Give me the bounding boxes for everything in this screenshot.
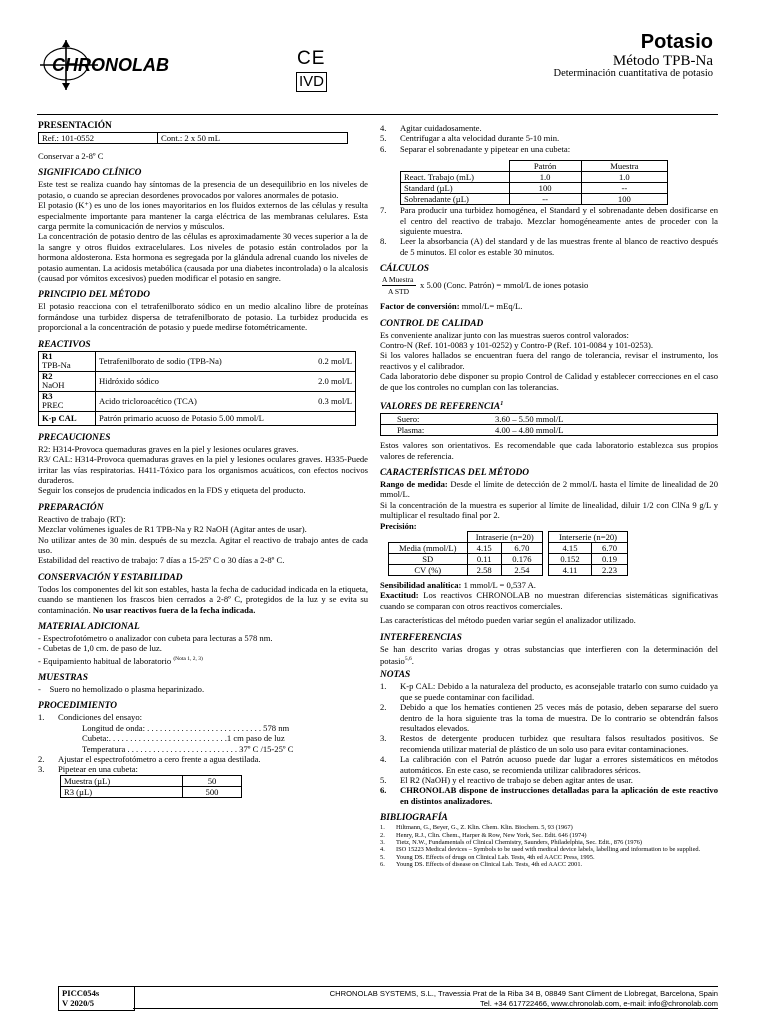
cell: 4.11 [549, 565, 592, 576]
control-heading: CONTROL DE CALIDAD [380, 318, 484, 329]
cell: 2.23 [591, 565, 627, 576]
right-column: 4. Agitar cuidadosamente. 5. Centrifugar a alta velocidad durante 5-10 min. 6. Separar el sobrenadante y pipetear en una cubeta: Patrón Muestra React. Trabajo (mL) 1.0 1.0 Standard (µL) 100 -- Sobrenadante (µL) -- 100 7. Para producir una turbidez homogénea, el Standard y el sobrenadante deben dosificarse en el centro del reactivo de trabajo. Mezclar homogéneamente antes de proceder con la siguiente muestra. 8. Leer la absorbancia (A) del standard y de las muestras frente al blanco de reactivo después de 5 minutos. El color es estable 30 minutos. CÁLCULOS A Muestra A STD x 5.00 (Conc. Patrón) = mmol/L de iones potasio Factor de conversión: mmol/L= mEq/L. CONTROL DE CALIDAD Es conveniente analizar junto con las muestras sueros control valorados: Contro-N (Ref. 101-0083 y 101-0252) y Contro-P (Ref. 101-0084 y 101-0253). Si los valores hallados se encuentran fuera del rango de tolerancia, revisar el instrumento, los reactivos y el calibrador. Cada laboratorio debe disponer su propio Control de Calidad y establecer correcciones en el caso de que los controles no cumplan con las tolerancias. VALORES DE REFERENCIA$^1$ Suero: 3.60 – 5.50 mmol/L Plasma: 4.00 – 4.80 mmol/L Estos valores son orientativos. Es recomendable que cada laboratorio establezca sus propios valores de referencia. CARACTERÍSTICAS DEL MÉTODO Rango de medida: Desde el límite de detección de 2 mmol/L hasta el límite de linealidad de 20 mmol/L. Si la concentración de la muestra es superior al límite de linealidad, diluir 1/2 con ClNa 9 g/L y multiplicar el resultado final por 2. Precisión: Intraserie (n=20) Media (mmol/L) 4.15 6.70 SD 0.11 0.176 CV (%) 2.58 2.54 Interserie (n=20) 4.15 6.70 0.152 0.19 4.11 2.23 Sensibilidad analítica: 1 mmol/L = 0,537 A. Exactitud: Los reactivos CHRONOLAB no muestran diferencias sistemáticas significativas cuando se comparan con otros reactivos comerciales. Las características del método pueden variar según el analizador utilizado. INTERFERENCIAS Se han descrito varias drogas y otras substancias que interfieren con la determinación del potasio$^{5,6}$. NOTAS 1. K-p CAL: Debido a la naturaleza del producto, es aconsejable tratarlo con sumo cuidado ya que se puede contaminar con facilidad. 2. Debido a que los hematíes contienen 25 veces más de potasio, deben separarse del suero dentro de la hora siguiente tras la toma de muestra. De lo contrario se obtendrán falsos resultados elevados. 3. Restos de detergente producen turbidez que resultara falsos resultados positivos. Se recomienda utilizar material de plástico de un solo uso para evitar contaminaciones. 4. La calibración con el Patrón acuoso puede dar lugar a errores sistemáticos en métodos automáticos. En este caso, se recomienda utilizar calibradores séricos. 5. El R2 (NaOH) y el reactivo de trabajo se deben agitar antes de usar. 6. CHRONOLAB dispone de instrucciones detalladas para la aplicación de este reactivo en distintos analizadores. BIBLIOGRAFÍA 1. Hiltmann, G., Beyer, G., Z. Klin. Chem. Klin. Biochem. 5, 93 (1967) 2. Henry, R.J., Clin. Chem., Harper & Row, New York, Sec. Edit. 646 (1974) 3. Tietz, N.W., Fundamentals of Clinical Chemistry, Saunders, Philadelphia, Sec. Edit., 876 (1976) 4. ISO 15223 Medical devices – Symbols to be used with medical device labels, labelling and information to be supplied. 5. Young DS. Effects of drugs on Clinical Lab. Tests, 4th ed AACC Press, 1995. 6. Young DS. Effects of disease on Clinical Lab. Tests, 4th ed AACC 2001. [380, 123, 718, 869]
conservacion-text: Todos los componentes del kit son estables, hasta la fecha de caducidad indicada en la etiqueta, cuando se mantienen los frascos bien cerrados a 2-8º C, protegidos de la luz y se evita su contaminación. [38, 583, 368, 615]
formula-numerator: A Muestra [382, 275, 414, 285]
row-label: React. Trabajo (mL) [401, 172, 510, 183]
reactivo-desc: Hidróxido sódico [96, 371, 302, 391]
doc-code-box [58, 986, 135, 1011]
principio-text: El potasio reacciona con el tetrafenilborato sódico en un medio alcalino libre de proteínas formándose una turbidez dispersa de tetrafenilborato de potasio. La turbidez producida es proporcional a la concentración de potasio y puede medirse fotométricamente. [38, 301, 368, 333]
cont-cell: Cont.: 2 x 50 mL [158, 133, 348, 144]
nota-item: 5. El R2 (NaOH) y el reactivo de trabajo se deben agitar antes de usar. [380, 775, 633, 786]
bib-item: 6. Young DS. Effects of disease on Clinical Lab. Tests, 4th ed AACC 2001. [380, 861, 583, 869]
row-label: Standard (µL) [401, 183, 510, 194]
bibliografia-heading: BIBLIOGRAFÍA [380, 813, 448, 824]
rango-label: Rango de medida: [380, 479, 448, 490]
cell: 0.19 [591, 554, 627, 565]
bibliografia-list [380, 824, 718, 868]
referencia-heading: VALORES DE REFERENCIA [380, 402, 501, 413]
ref-value: 3.60 – 5.50 mmol/L [492, 414, 718, 425]
precauciones-l1: R2: H314-Provoca quemaduras graves en la piel y lesiones oculares graves. [38, 443, 299, 454]
material-item: - Cubetas de 1,0 cm. de paso de luz. [38, 643, 162, 654]
step-item: 4. Agitar cuidadosamente. [380, 123, 482, 133]
control-l2: Contro-N (Ref. 101-0083 y 101-0252) y Contro-P (Ref. 101-0084 y 101-0253). [380, 340, 653, 351]
ivd-mark: IVD [296, 72, 327, 92]
page-footer [58, 986, 718, 1008]
material-heading: MATERIAL ADICIONAL [38, 621, 140, 632]
principio-heading: PRINCIPIO DEL MÉTODO [38, 290, 150, 301]
precision-row-label: Media (mmol/L) [389, 543, 468, 554]
procedimiento-heading: PROCEDIMIENTO [38, 701, 118, 712]
formula-text: x 5.00 (Conc. Patrón) = mmol/L de iones potasio [420, 280, 589, 291]
pip-label: Muestra (µL) [61, 775, 183, 786]
significado-p2: El potasio (K⁺) es uno de los iones mayoritarios en los fluidos externos de las células y resulta especialmente importante para mantener la carga eléctrica de las membranas celulares. Esta carga permite la comunicación de nervios y músculos. [38, 200, 368, 232]
significado-p3: La concentración de potasio dentro de las células es aproximadamente 30 veces superior a la de la sangre y otros fluidos extracelulares. Los niveles de potasio están controlados por la hormona aldosterona. Esta hormona es segregada por la glándula adrenal cuando los niveles de potasio aumentan. La acidosis metabólica (causada por una diabetes incontrolada) o la alcalosis (causad por vómitos excesivos) pueden modificar el potasio en sangre. [38, 231, 368, 284]
reactivo-desc: Patrón primario acuoso de Potasio 5.00 mmol/L [96, 411, 356, 425]
reactivo-row: R3 PREC Acido tricloroacético (TCA) 0.3 mol/L [39, 391, 356, 411]
cell: 0.11 [467, 554, 501, 565]
formula-denominator: A STD [388, 287, 410, 297]
notas-list [380, 681, 718, 806]
fraction-bar [382, 285, 416, 286]
reactivos-heading: REACTIVOS [38, 339, 91, 350]
page-subtitle: Determinación cuantitativa de potasio [553, 68, 713, 79]
logo-graphic [38, 38, 228, 93]
factor-label: Factor de conversión: [380, 301, 460, 312]
preparacion-l4: Estabilidad del reactivo de trabajo: 7 días a 15-25º C o 30 días a 2-8º C. [38, 555, 285, 566]
step-item: 3. Pipetear en una cubeta: [38, 764, 138, 775]
ref-label: Suero: [381, 414, 493, 425]
dilucion-text: Si la concentración de la muestra es superior al límite de linealidad, diluir 1/2 con ClNa 9 g/L y multiplicar el resultado final por 2. [380, 499, 718, 521]
rango-text: Desde el límite de detección de 2 mmol/L hasta el límite de linealidad de 20 mmol/L. [380, 479, 718, 500]
caracteristicas-note: Las características del método pueden variar según el analizador utilizado. [380, 615, 636, 626]
preparacion-l1: Reactivo de trabajo (RT): [38, 513, 126, 524]
nota-item: 6. CHRONOLAB dispone de instrucciones detalladas para la aplicación de este reactivo en distintos analizadores. [380, 785, 718, 806]
calculos-formula [380, 275, 718, 301]
preparacion-l2: Mezclar volúmenes iguales de R1 TPB-Na y R2 NaOH (Agitar antes de usar). [38, 524, 307, 535]
precauciones-l2: R3/ CAL: H314-Provoca quemaduras graves en la piel y lesiones oculares graves. H335-Puede irritar las vías respiratorias. H411-Tóxico para los organismos acuáticos, con efectos nocivos duraderos. [38, 454, 368, 485]
precauciones-heading: PRECAUCIONES [38, 432, 111, 443]
referencia-sup: 1 [500, 401, 504, 408]
preparacion-heading: PREPARACIÓN [38, 502, 104, 513]
factor-value: mmol/L= mEq/L. [461, 301, 523, 312]
col-header: Patrón [509, 161, 581, 172]
row-label: Sobrenadante (µL) [401, 194, 510, 205]
bib-item: 4. ISO 15223 Medical devices – Symbols to be used with medical device labels, labelling and information to be supplied. [380, 846, 701, 854]
precision-tables [388, 531, 718, 576]
cell: -- [509, 194, 581, 205]
muestras-item: Suero no hemolizado o plasma heparinizado. [49, 684, 205, 695]
footer-text [330, 989, 718, 1008]
nota-item: 1. K-p CAL: Debido a la naturaleza del producto, es aconsejable tratarlo con sumo cuidado ya que se puede contaminar con facilidad. [380, 681, 718, 702]
conservacion-heading: CONSERVACIÓN Y ESTABILIDAD [38, 572, 183, 583]
pip-label: R3 (µL) [61, 786, 183, 797]
step-item: 8. Leer la absorbancia (A) del standard y de las muestras frente al blanco de reactivo después de 5 minutos. El color es estable 30 minutos. [380, 236, 718, 257]
company-contact: Tel. +34 617722466, www.chronolab.com, e-mail: info@chronolab.com [480, 998, 718, 1008]
interferencias-heading: INTERFERENCIAS [380, 632, 462, 643]
sens-label: Sensibilidad analítica: [380, 580, 462, 591]
significado-p1: Este test se realiza cuando hay síntomas de la presencia de un desequilibrio en los niveles de potasio, o cuando se aprecian desordenes provocados por valores anormales de potasio. [38, 179, 368, 200]
reactivo-row: K-p CAL Patrón primario acuoso de Potasio 5.00 mmol/L [39, 411, 356, 425]
bib-item: 2. Henry, R.J., Clin. Chem., Harper & Row, New York, Sec. Edit. 646 (1974) [380, 831, 587, 839]
procedimiento-steps-cont [380, 123, 718, 154]
ref-value: 4.00 – 4.80 mmol/L [492, 425, 718, 436]
presentacion-heading: PRESENTACIÓN [38, 121, 112, 131]
cell: 4.15 [549, 543, 592, 554]
notas-heading: NOTAS [380, 670, 411, 681]
control-l3: Si los valores hallados se encuentran fuera del rango de tolerancia, revisar el instrumento, los reactivos y el calibrador. [380, 350, 718, 371]
control-l1: Es conveniente analizar junto con las muestras sueros control valorados: [380, 329, 629, 340]
step-item: 5. Centrifugar a alta velocidad durante 5-10 min. [380, 133, 560, 144]
nota-item: 3. Restos de detergente producen turbidez que resultara falsos resultados positivos. Se recomienda utilizar material de plástico de un solo uso para evitar contaminaciones. [380, 733, 718, 754]
precauciones-l3: Seguir los consejos de prudencia indicados en la FDS y etiqueta del producto. [38, 485, 306, 496]
interserie-table [548, 531, 628, 576]
nota-item: 2. Debido a que los hematíes contienen 25 veces más de potasio, deben separarse del suero dentro de la hora siguiente tras la toma de muestra. De lo contrario se obtendrán falsos resultados elevados. [380, 702, 718, 733]
referencia-table [380, 413, 718, 436]
muestras-heading: MUESTRAS [38, 673, 89, 684]
step-item: 7. Para producir una turbidez homogénea, el Standard y el sobrenadante deben dosificarse en el centro del reactivo de trabajo. Mezclar homogéneamente antes de proceder con la siguiente muestra. [380, 205, 718, 237]
cell: 100 [509, 183, 581, 194]
reactivo-conc: 0.2 mol/L [301, 351, 356, 371]
pip-value: 500 [183, 786, 242, 797]
cell: 2.58 [467, 565, 501, 576]
bib-item: 5. Young DS. Effects of drugs on Clinical Lab. Tests, 4th ed AACC Press, 1995. [380, 853, 595, 861]
reactivo-row: R2 NaOH Hidróxido sódico 2.0 mol/L [39, 371, 356, 391]
col-header: Muestra [581, 161, 667, 172]
page-title: Potasio [640, 31, 713, 53]
doc-version: V 2020/5 [62, 998, 95, 1008]
footer-band [133, 986, 718, 1009]
cell: 100 [581, 194, 667, 205]
control-l4: Cada laboratorio debe disponer su propio Control de Calidad y establecer correcciones en el caso de que los controles no cumplan con las tolerancias. [380, 371, 718, 392]
material-item: - Equipamiento habitual de laboratorio [38, 655, 172, 666]
material-item: - Espectrofotómetro o analizador con cubeta para lecturas a 578 nm. [38, 632, 273, 643]
step-item: 1. Condiciones del ensayo: Longitud de onda: . . . . . . . . . . . . . . . . . . . . . . . . . . . 578 nm Cubeta:. . . . . . . . . . . . . . . . . . . . . . . . . . . .1 cm paso de luz Temperatura . . . . . . . . . . . . . . . . . . . . . . . . . . 37º C /15-25º C [38, 712, 368, 754]
reactivo-desc: Acido tricloroacético (TCA) [96, 391, 302, 411]
chronolab-logo [38, 38, 228, 93]
exact-label: Exactitud: [380, 590, 419, 601]
step-item: 2. Ajustar el espectrofotómetro a cero frente a agua destilada. [38, 754, 261, 765]
cell: 1.0 [509, 172, 581, 183]
reactivo-row: R1 TPB-Na Tetrafenilborato de sodio (TPB-Na) 0.2 mol/L [39, 351, 356, 371]
reactivos-table [38, 351, 356, 426]
significado-heading: SIGNIFICADO CLÍNICO [38, 168, 142, 179]
precision-row-label: SD [389, 554, 468, 565]
intra-header: Intraserie (n=20) [467, 532, 543, 543]
interferencias-text: Se han descrito varias drogas y otras substancias que interfieren con la determinación del potasio [380, 643, 718, 666]
sens-value: 1 mmol/L = 0,537 A. [463, 580, 536, 591]
intraserie-table [388, 531, 543, 576]
exact-text: Los reactivos CHRONOLAB no muestran diferencias sistemáticas significativas cuando se comparan con otros reactivos comerciales. [380, 590, 718, 611]
material-note: (Nota 1, 2, 3) [173, 655, 203, 662]
bib-item: 3. Tietz, N.W., Fundamentals of Clinical Chemistry, Saunders, Philadelphia, Sec. Edit., 876 (1976) [380, 839, 643, 847]
cell: 6.70 [501, 543, 542, 554]
conservacion-bold: No usar reactivos fuera de la fecha indicada. [92, 604, 256, 615]
interferencias-sup: 5,6 [404, 656, 412, 663]
procedimiento-steps [38, 712, 368, 774]
procedimiento-steps-cont2 [380, 205, 718, 257]
logo-text: CHRONOLAB [52, 55, 169, 75]
ce-mark: CE [297, 48, 326, 69]
preparacion-l3: No utilizar antes de 30 min. después de su mezcla. Agitar el reactivo de trabajo antes de cada uso. [38, 534, 368, 555]
cell: 4.15 [467, 543, 501, 554]
reactivo-conc: 0.3 mol/L [301, 391, 356, 411]
method-title: Método TPB-Na [612, 53, 713, 69]
cell: 2.54 [501, 565, 542, 576]
reactivo-desc: Tetrafenilborato de sodio (TPB-Na) [96, 351, 302, 371]
step-item: 6. Separar el sobrenadante y pipetear en una cubeta: [380, 143, 571, 154]
pip-value: 50 [183, 775, 242, 786]
caracteristicas-heading: CARACTERÍSTICAS DEL MÉTODO [380, 468, 530, 479]
cell: 1.0 [581, 172, 667, 183]
condition-line: Temperatura . . . . . . . . . . . . . . . . . . . . . . . . . . 37º C /15-25º C [82, 743, 294, 754]
header-divider [37, 114, 718, 115]
doc-code: PICC054s [62, 988, 100, 998]
cell: 0.176 [501, 554, 542, 565]
bib-item: 1. Hiltmann, G., Beyer, G., Z. Klin. Chem. Klin. Biochem. 5, 93 (1967) [380, 824, 573, 832]
condition-line: Cubeta:. . . . . . . . . . . . . . . . . . . . . . . . . . . .1 cm paso de luz [82, 733, 285, 744]
reactivo-conc: 2.0 mol/L [301, 371, 356, 391]
precision-label: Precisión: [380, 520, 417, 531]
nota-item: 4. La calibración con el Patrón acuoso puede dar lugar a errores sistemáticos en métodos automáticos. En este caso, se recomienda utilizar calibradores séricos. [380, 754, 718, 775]
pipeteo-table [60, 775, 242, 798]
ref-label: Plasma: [381, 425, 493, 436]
left-column: PRESENTACIÓN Ref.: 101-0552 Cont.: 2 x 50 mL Conservar a 2-8º C SIGNIFICADO CLÍNICO Este test se realiza cuando hay síntomas de la presencia de un desequilibrio en los niveles de potasio, o cuando se aprecian desordenes provocados por valores anormales de potasio. El potasio (K⁺) es uno de los iones mayoritarios en los fluidos externos de las células y resulta especialmente importante para mantener la carga eléctrica de las membranas celulares. Esta carga permite la comunicación de nervios y músculos. La concentración de potasio dentro de las células es aproximadamente 30 veces superior a la de la sangre y otros fluidos extracelulares. Los niveles de potasio están controlados por la hormona aldosterona. Esta hormona es segregada por la glándula adrenal cuando los niveles de potasio aumentan. La acidosis metabólica (causada por una diabetes incontrolada) o la alcalosis (causad por vómitos excesivos) pueden modificar el potasio en sangre. PRINCIPIO DEL MÉTODO El potasio reacciona con el tetrafenilborato sódico en un medio alcalino libre de proteínas formándose una turbidez dispersa de tetrafenilborato de potasio. La turbidez producida es proporcional a la concentración de potasio y puede medirse fotométricamente. REACTIVOS R1 TPB-Na Tetrafenilborato de sodio (TPB-Na) 0.2 mol/L R2 NaOH Hidróxido sódico 2.0 mol/L R3 PREC Acido tricloroacético (TCA) 0.3 mol/L K-p CAL Patrón primario acuoso de Potasio 5.00 mmol/L PRECAUCIONES R2: H314-Provoca quemaduras graves en la piel y lesiones oculares graves. R3/ CAL: H314-Provoca quemaduras graves en la piel y lesiones oculares graves. H335-Puede irritar las vías respiratorias. H411-Tóxico para los organismos acuáticos, con efectos nocivos duraderos. Seguir los consejos de prudencia indicados en la FDS y etiqueta del producto. PREPARACIÓN Reactivo de trabajo (RT): Mezclar volúmenes iguales de R1 TPB-Na y R2 NaOH (Agitar antes de usar). No utilizar antes de 30 min. después de su mezcla. Agitar el reactivo de trabajo antes de cada uso. Estabilidad del reactivo de trabajo: 7 días a 15-25º C o 30 días a 2-8º C. CONSERVACIÓN Y ESTABILIDAD Todos los componentes del kit son estables, hasta la fecha de caducidad indicada en la etiqueta, cuando se mantienen los frascos bien cerrados a 2-8º C, protegidos de la luz y se evita su contaminación. No usar reactivos fuera de la fecha indicada. MATERIAL ADICIONAL - Espectrofotómetro o analizador con cubeta para lecturas a 578 nm. - Cubetas de 1,0 cm. de paso de luz. - Equipamiento habitual de laboratorio $^{(Nota 1, 2, 3)}$ MUESTRAS - Suero no hemolizado o plasma heparinizado. PROCEDIMIENTO 1. Condiciones del ensayo: Longitud de onda: . . . . . . . . . . . . . . . . . . . . . . . . . . . 578 nm Cubeta:. . . . . . . . . . . . . . . . . . . . . . . . . . . .1 cm paso de luz Temperatura . . . . . . . . . . . . . . . . . . . . . . . . . . 37º C /15-25º C 2. Ajustar el espectrofotómetro a cero frente a agua destilada. 3. Pipetear en una cubeta: Muestra (µL) 50 R3 (µL) 500 [38, 121, 368, 797]
company-address: CHRONOLAB SYSTEMS, S.L., Travessia Prat de la Riba 34 B, 08849 Sant Climent de Llobregat, Barcelona, Spain [329, 989, 718, 998]
cell: -- [581, 183, 667, 194]
calculos-heading: CÁLCULOS [380, 264, 429, 275]
condition-line: Longitud de onda: . . . . . . . . . . . . . . . . . . . . . . . . . . . 578 nm [82, 722, 290, 733]
referencia-note: Estos valores son orientativos. Es recomendable que cada laboratorio establezca sus propios valores de referencia. [380, 440, 718, 461]
precision-row-label: CV (%) [389, 565, 468, 576]
inter-header: Interserie (n=20) [549, 532, 628, 543]
storage-text: Conservar a 2-8º C [38, 151, 104, 161]
presentacion-table [38, 132, 348, 144]
cell: 0.152 [549, 554, 592, 565]
ref-cell: Ref.: 101-0552 [39, 133, 158, 144]
cubeta-table [400, 160, 668, 205]
cell: 6.70 [591, 543, 627, 554]
